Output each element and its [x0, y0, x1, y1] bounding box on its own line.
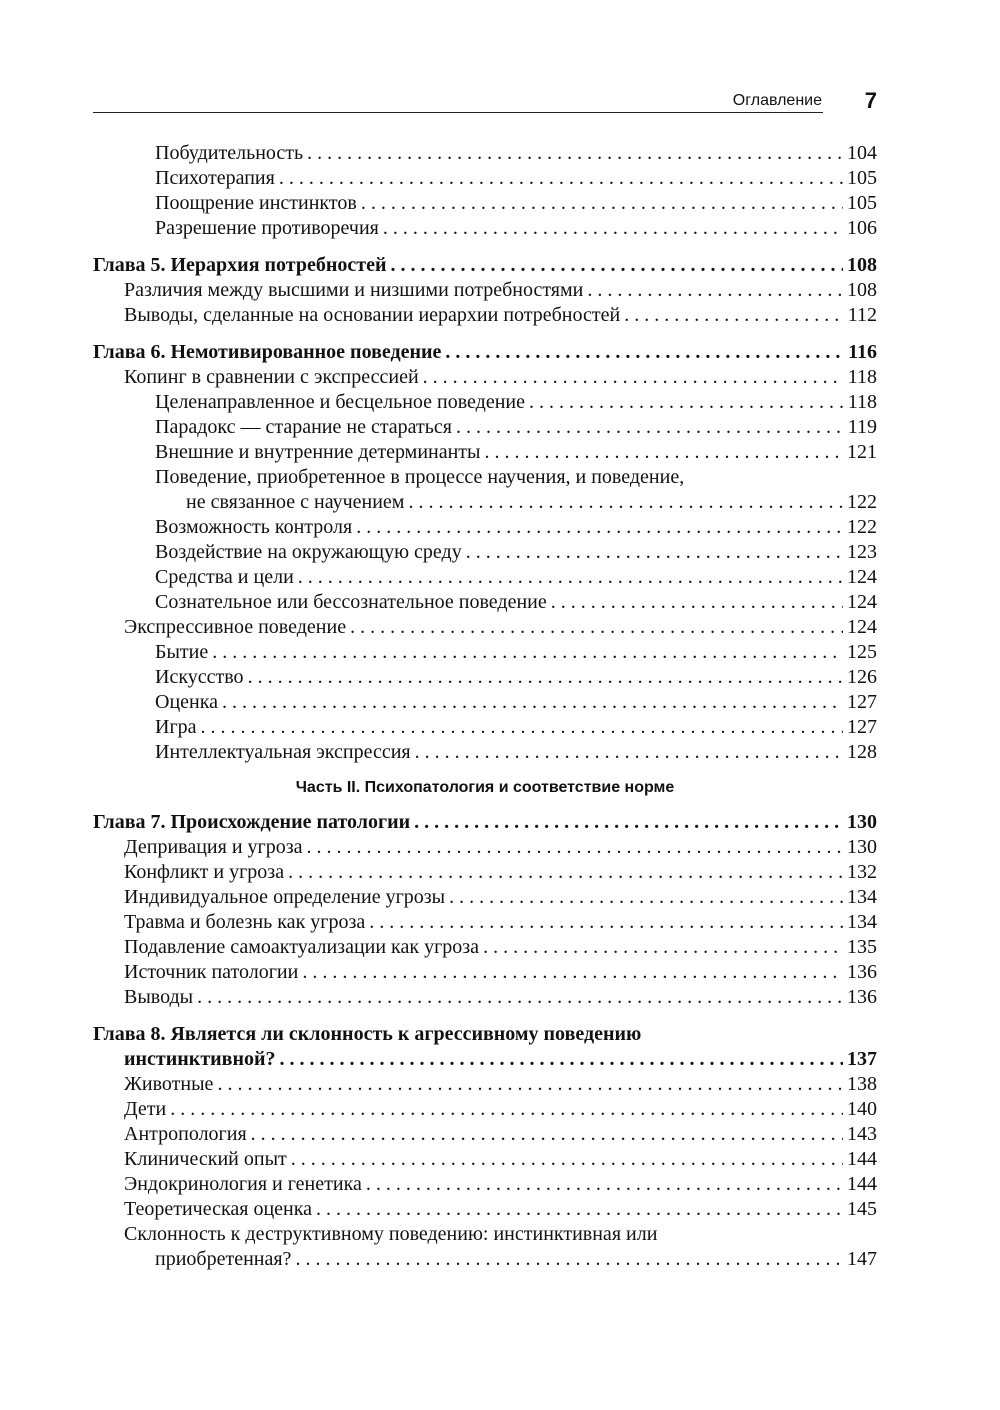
- toc-page-number: 136: [847, 986, 877, 1008]
- toc-entry-row: [124, 910, 877, 935]
- toc-page-number: 143: [847, 1123, 877, 1145]
- toc-entry-title: Глава 7. Происхождение патологии: [93, 811, 411, 833]
- toc-chapter-6[interactable]: [93, 340, 877, 365]
- toc-chapter-7[interactable]: [93, 810, 877, 835]
- running-header: [93, 86, 877, 116]
- dot-leader: [449, 885, 843, 910]
- toc-entry-title: Возможность контроля: [155, 516, 353, 538]
- toc-page-number: 125: [847, 641, 877, 663]
- dot-leader: [212, 640, 843, 665]
- toc-entry-row: [93, 1047, 877, 1072]
- toc-page-number: 122: [847, 516, 877, 538]
- dot-leader: [366, 1172, 843, 1197]
- toc-page-number: 127: [847, 691, 877, 713]
- toc-entry-row: [124, 1072, 877, 1097]
- toc-entry-row: [155, 690, 877, 715]
- toc-entry-title: Сознательное или бессознательное поведение: [155, 591, 547, 613]
- toc-entry-title: Игра: [155, 716, 197, 738]
- dot-leader: [350, 615, 843, 640]
- toc-page-number: 144: [847, 1173, 877, 1195]
- toc-entry-row: [155, 216, 877, 241]
- toc-entry-title: Различия между высшими и низшими потребностями: [124, 279, 584, 301]
- toc-page-number: 123: [847, 541, 877, 563]
- toc-entry-row: [155, 390, 877, 415]
- toc-entry[interactable]: [93, 960, 877, 985]
- toc-page-number: 108: [847, 254, 877, 276]
- toc-entry-title: Целенаправленное и бесцельное поведение: [155, 391, 525, 413]
- dot-leader: [356, 515, 843, 540]
- toc-page-number: 104: [847, 142, 877, 164]
- toc-entry-row: [124, 885, 877, 910]
- dot-leader: [197, 985, 843, 1010]
- toc-page-number: 121: [847, 441, 877, 463]
- toc-entry[interactable]: [93, 1172, 877, 1197]
- toc-entry[interactable]: [93, 665, 877, 690]
- toc-entry-row: [124, 985, 877, 1010]
- toc-page-number: 127: [847, 716, 877, 738]
- toc-entry-row: [124, 1147, 877, 1172]
- toc-entry-title: Конфликт и угроза: [124, 861, 285, 883]
- dot-leader: [456, 415, 844, 440]
- toc-entry-title: Подавление самоактуализации как угроза: [124, 936, 480, 958]
- toc-entry-title: Теоретическая оценка: [124, 1198, 313, 1220]
- dot-leader: [316, 1197, 843, 1222]
- toc-entry[interactable]: [93, 690, 877, 715]
- toc-page-number: 122: [847, 491, 877, 513]
- toc-entry[interactable]: [93, 615, 877, 640]
- toc-page-number: 105: [847, 192, 877, 214]
- running-header-title: Оглавление: [732, 92, 822, 109]
- table-of-contents: [93, 141, 877, 1272]
- toc-chapter-5[interactable]: [93, 253, 877, 278]
- toc-entry-title: Внешние и внутренние детерминанты: [155, 441, 481, 463]
- toc-entry-title: Оценка: [155, 691, 219, 713]
- toc-page-number: 108: [847, 279, 877, 301]
- toc-page-number: 130: [847, 811, 877, 833]
- toc-entry-row: [155, 191, 877, 216]
- toc-entry-row: [155, 565, 877, 590]
- toc-entry[interactable]: [93, 365, 877, 390]
- toc-entry-title: Антропология: [124, 1123, 247, 1145]
- toc-entry-row: [124, 303, 877, 328]
- toc-entry-title: Поощрение инстинктов: [155, 192, 357, 214]
- page-number: 7: [864, 88, 877, 113]
- toc-entry-row: [124, 1122, 877, 1147]
- toc-chapter-8[interactable]: [93, 1022, 877, 1072]
- dot-leader: [307, 835, 843, 860]
- toc-entry-title: Искусство: [155, 666, 244, 688]
- toc-page-number: 118: [847, 391, 877, 413]
- dot-leader: [280, 1047, 843, 1072]
- toc-page-number: 138: [847, 1073, 877, 1095]
- toc-entry-row: [124, 278, 877, 303]
- toc-entry-title: Копинг в сравнении с экспрессией: [124, 366, 419, 388]
- toc-page-number: 134: [847, 886, 877, 908]
- toc-entry-row: [93, 810, 877, 835]
- toc-entry[interactable]: [93, 1222, 877, 1272]
- toc-page-number: 106: [847, 217, 877, 239]
- dot-leader: [248, 665, 843, 690]
- toc-entry[interactable]: [93, 640, 877, 665]
- toc-entry-title: Клинический опыт: [124, 1148, 287, 1170]
- dot-leader: [485, 440, 844, 465]
- toc-page-number: 136: [847, 961, 877, 983]
- toc-entry-row: [124, 860, 877, 885]
- toc-page-number: 124: [847, 566, 877, 588]
- toc-entry[interactable]: [93, 390, 877, 415]
- toc-entry[interactable]: [93, 515, 877, 540]
- toc-entry-title: Глава 5. Иерархия потребностей: [93, 254, 387, 276]
- toc-entry-row: [155, 740, 877, 765]
- toc-entry-line: Поведение, приобретенное в процессе научения, и поведение,: [155, 466, 685, 488]
- toc-entry[interactable]: [93, 1072, 877, 1097]
- toc-entry[interactable]: [93, 465, 877, 515]
- toc-page-number: 116: [848, 341, 877, 363]
- toc-entry-title: приобретенная?: [155, 1248, 292, 1270]
- toc-entry[interactable]: [93, 860, 877, 885]
- toc-entry-title: Травма и болезнь как угроза: [124, 911, 366, 933]
- toc-entry[interactable]: [93, 565, 877, 590]
- toc-entry-row: [155, 490, 877, 515]
- dot-leader: [445, 340, 844, 365]
- toc-entry[interactable]: [93, 740, 877, 765]
- dot-leader: [288, 860, 843, 885]
- toc-page-number: 126: [847, 666, 877, 688]
- dot-leader: [415, 740, 843, 765]
- toc-entry-row: [155, 640, 877, 665]
- toc-entry-title: Глава 6. Немотивированное поведение: [93, 341, 442, 363]
- dot-leader: [302, 960, 843, 985]
- toc-entry-row: [155, 440, 877, 465]
- toc-page-number: 119: [847, 416, 877, 438]
- toc-entry-row: [155, 715, 877, 740]
- toc-entry-row: [155, 515, 877, 540]
- toc-entry[interactable]: [93, 1197, 877, 1222]
- toc-entry-title: Экспрессивное поведение: [124, 616, 347, 638]
- dot-leader: [624, 303, 844, 328]
- dot-leader: [369, 910, 843, 935]
- dot-leader: [423, 365, 844, 390]
- toc-entry[interactable]: [93, 440, 877, 465]
- toc-entry-title: инстинктивной?: [124, 1048, 276, 1070]
- toc-entry-row: [124, 835, 877, 860]
- dot-leader: [587, 278, 843, 303]
- toc-entry-row: [155, 540, 877, 565]
- toc-entry[interactable]: [93, 1097, 877, 1122]
- toc-entry-title: Парадокс — старание не стараться: [155, 416, 452, 438]
- toc-entry-row: [124, 365, 877, 390]
- toc-page-number: 132: [847, 861, 877, 883]
- toc-entry[interactable]: [93, 1122, 877, 1147]
- dot-leader: [201, 715, 843, 740]
- toc-entry-title: Дети: [124, 1098, 167, 1120]
- toc-entry[interactable]: [93, 590, 877, 615]
- toc-entry[interactable]: [93, 415, 877, 440]
- toc-entry[interactable]: [93, 910, 877, 935]
- toc-entry-title: Эндокринология и генетика: [124, 1173, 362, 1195]
- toc-page-number: 130: [847, 836, 877, 858]
- dot-leader: [483, 935, 843, 960]
- toc-entry[interactable]: [93, 985, 877, 1010]
- dot-leader: [408, 490, 843, 515]
- toc-entry-title: Источник патологии: [124, 961, 299, 983]
- dot-leader: [222, 690, 843, 715]
- toc-entry-title: Депривация и угроза: [124, 836, 303, 858]
- dot-leader: [390, 253, 843, 278]
- header-rule: [93, 112, 823, 113]
- toc-entry[interactable]: [93, 1147, 877, 1172]
- toc-page-number: 112: [847, 304, 877, 326]
- toc-entry-row: [124, 1247, 877, 1272]
- toc-page-number: 118: [847, 366, 877, 388]
- dot-leader: [466, 540, 843, 565]
- dot-leader: [383, 216, 843, 241]
- toc-entry-title: не связанное с научением: [186, 491, 405, 513]
- toc-entry[interactable]: [93, 885, 877, 910]
- toc-page-number: 124: [847, 591, 877, 613]
- dot-leader: [529, 390, 844, 415]
- toc-entry-title: Побудительность: [155, 142, 304, 164]
- toc-page-number: 144: [847, 1148, 877, 1170]
- toc-entry[interactable]: [93, 935, 877, 960]
- toc-entry[interactable]: [93, 303, 877, 328]
- toc-entry[interactable]: [93, 191, 877, 216]
- toc-entry-row: [124, 935, 877, 960]
- toc-entry-row: [155, 665, 877, 690]
- toc-entry-row: [93, 253, 877, 278]
- toc-entry-row: [124, 1172, 877, 1197]
- dot-leader: [279, 166, 843, 191]
- toc-page-number: 134: [847, 911, 877, 933]
- toc-page-number: 145: [847, 1198, 877, 1220]
- dot-leader: [251, 1122, 843, 1147]
- toc-entry-title: Индивидуальное определение угрозы: [124, 886, 446, 908]
- toc-entry-row: [93, 340, 877, 365]
- toc-page-number: 128: [847, 741, 877, 763]
- toc-entry-title: Воздействие на окружающую среду: [155, 541, 462, 563]
- toc-entry-title: Животные: [124, 1073, 214, 1095]
- toc-chapter-line: Глава 8. Является ли склонность к агрессивному поведению: [93, 1023, 642, 1045]
- toc-page-number: 135: [847, 936, 877, 958]
- toc-entry-title: Выводы: [124, 986, 194, 1008]
- toc-entry-title: Средства и цели: [155, 566, 294, 588]
- dot-leader: [217, 1072, 843, 1097]
- toc-page-number: 137: [847, 1048, 877, 1070]
- toc-entry-title: Бытие: [155, 641, 209, 663]
- toc-page-number: 105: [847, 167, 877, 189]
- part-heading: Часть II. Психопатология и соответствие норме: [295, 779, 675, 796]
- toc-entry-row: [155, 141, 877, 166]
- dot-leader: [291, 1147, 843, 1172]
- toc-entry-row: [124, 960, 877, 985]
- dot-leader: [298, 565, 843, 590]
- dot-leader: [307, 141, 843, 166]
- toc-page-number: 147: [847, 1248, 877, 1270]
- toc-entry-row: [155, 166, 877, 191]
- toc-entry-title: Психотерапия: [155, 167, 275, 189]
- dot-leader: [414, 810, 843, 835]
- toc-entry[interactable]: [93, 166, 877, 191]
- toc-entry[interactable]: [93, 835, 877, 860]
- toc-entry-row: [155, 415, 877, 440]
- dot-leader: [361, 191, 843, 216]
- toc-entry[interactable]: [93, 278, 877, 303]
- toc-entry[interactable]: [93, 715, 877, 740]
- toc-entry-title: Разрешение противоречия: [155, 217, 379, 239]
- toc-page-number: 124: [847, 616, 877, 638]
- toc-page-number: 140: [847, 1098, 877, 1120]
- toc-entry-row: [124, 1097, 877, 1122]
- toc-entry[interactable]: [93, 216, 877, 241]
- toc-entry-row: [124, 615, 877, 640]
- toc-entry-title: Интеллектуальная экспрессия: [155, 741, 411, 763]
- dot-leader: [170, 1097, 843, 1122]
- toc-entry-line: Склонность к деструктивному поведению: инстинктивная или: [124, 1223, 658, 1245]
- dot-leader: [295, 1247, 843, 1272]
- toc-entry-title: Выводы, сделанные на основании иерархии потребностей: [124, 304, 621, 326]
- toc-entry-row: [155, 590, 877, 615]
- dot-leader: [551, 590, 843, 615]
- toc-entry[interactable]: [93, 141, 877, 166]
- toc-entry[interactable]: [93, 540, 877, 565]
- toc-entry-row: [124, 1197, 877, 1222]
